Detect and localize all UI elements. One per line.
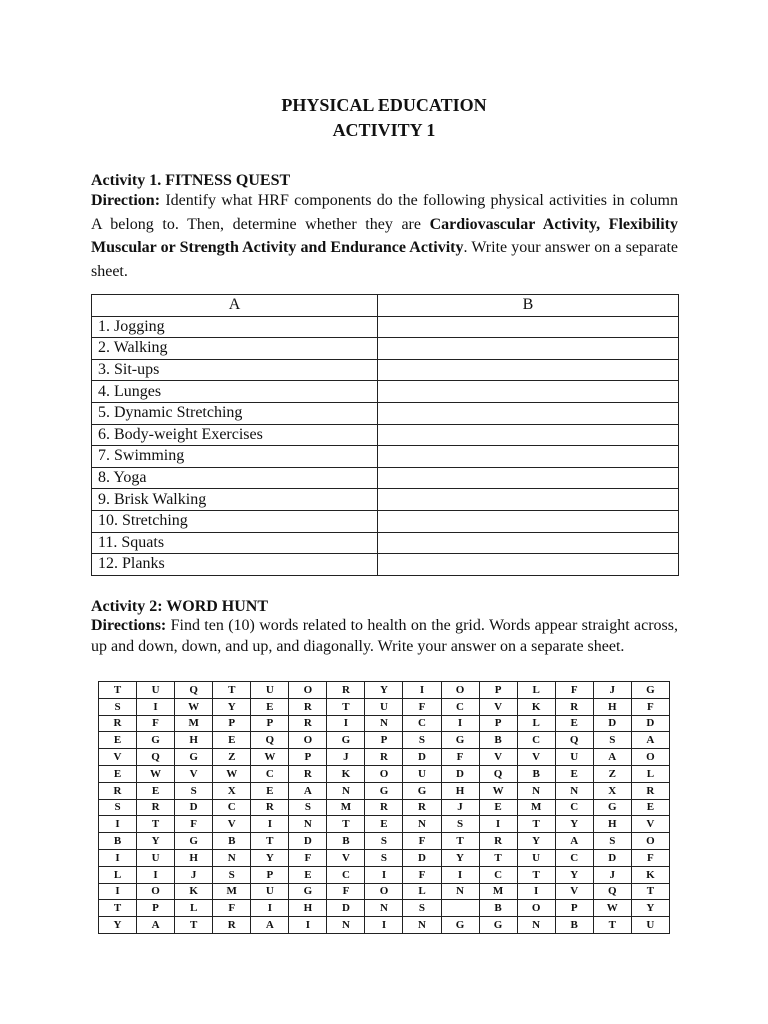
grid-letter: I xyxy=(99,816,137,833)
activity-cell: 9. Brisk Walking xyxy=(92,489,378,511)
grid-letter: O xyxy=(289,732,327,749)
activity1-directions xyxy=(91,189,678,283)
table-row xyxy=(92,338,679,360)
grid-letter: R xyxy=(631,782,669,799)
grid-letter: S xyxy=(365,849,403,866)
grid-letter: S xyxy=(289,799,327,816)
activity2-directions xyxy=(91,615,678,657)
grid-letter: L xyxy=(99,866,137,883)
grid-letter: E xyxy=(555,715,593,732)
grid-letter: W xyxy=(479,782,517,799)
grid-letter: N xyxy=(517,917,555,934)
grid-letter: E xyxy=(137,782,175,799)
grid-letter: W xyxy=(251,749,289,766)
grid-letter: B xyxy=(517,765,555,782)
grid-letter: X xyxy=(213,782,251,799)
grid-row xyxy=(99,833,670,850)
grid-row xyxy=(99,732,670,749)
grid-letter: I xyxy=(251,816,289,833)
activity-cell: 2. Walking xyxy=(92,338,378,360)
grid-letter: G xyxy=(593,799,631,816)
grid-letter: E xyxy=(251,698,289,715)
grid-letter: S xyxy=(99,799,137,816)
grid-letter: N xyxy=(365,715,403,732)
grid-row xyxy=(99,749,670,766)
grid-letter: I xyxy=(479,816,517,833)
grid-letter: I xyxy=(441,866,479,883)
grid-letter: I xyxy=(99,883,137,900)
grid-letter: U xyxy=(517,849,555,866)
grid-letter: G xyxy=(327,732,365,749)
grid-letter: M xyxy=(327,799,365,816)
grid-letter: M xyxy=(479,883,517,900)
word-hunt-rows xyxy=(99,682,670,934)
grid-letter: O xyxy=(441,682,479,699)
grid-letter: G xyxy=(403,782,441,799)
grid-letter: R xyxy=(251,799,289,816)
grid-letter: R xyxy=(99,782,137,799)
grid-letter: N xyxy=(327,917,365,934)
grid-letter: I xyxy=(99,849,137,866)
grid-letter: H xyxy=(593,816,631,833)
grid-letter: K xyxy=(175,883,213,900)
grid-letter: B xyxy=(479,732,517,749)
grid-letter: N xyxy=(327,782,365,799)
grid-letter: E xyxy=(213,732,251,749)
page-subtitle: ACTIVITY 1 xyxy=(332,120,436,140)
grid-letter: W xyxy=(137,765,175,782)
grid-letter: S xyxy=(403,900,441,917)
table-row xyxy=(92,532,679,554)
answer-cell[interactable] xyxy=(378,424,679,446)
grid-letter: H xyxy=(175,849,213,866)
grid-letter: T xyxy=(327,816,365,833)
grid-letter: D xyxy=(403,749,441,766)
grid-letter: L xyxy=(403,883,441,900)
grid-letter: R xyxy=(99,715,137,732)
grid-letter: L xyxy=(631,765,669,782)
grid-letter: U xyxy=(555,749,593,766)
grid-letter: B xyxy=(479,900,517,917)
grid-row xyxy=(99,698,670,715)
grid-letter: B xyxy=(213,833,251,850)
grid-letter: E xyxy=(479,799,517,816)
grid-letter: O xyxy=(137,883,175,900)
grid-letter: D xyxy=(593,715,631,732)
grid-letter: Q xyxy=(593,883,631,900)
grid-letter: O xyxy=(289,682,327,699)
grid-letter: A xyxy=(289,782,327,799)
grid-letter: Y xyxy=(441,849,479,866)
grid-row xyxy=(99,799,670,816)
table-row xyxy=(92,554,679,576)
grid-letter: V xyxy=(479,698,517,715)
grid-letter: T xyxy=(213,682,251,699)
grid-row xyxy=(99,900,670,917)
grid-letter: L xyxy=(517,715,555,732)
grid-letter: F xyxy=(289,849,327,866)
grid-letter: F xyxy=(403,698,441,715)
answer-cell[interactable] xyxy=(378,338,679,360)
table-row xyxy=(92,446,679,468)
grid-letter: M xyxy=(175,715,213,732)
grid-letter: R xyxy=(289,765,327,782)
grid-letter: K xyxy=(517,698,555,715)
grid-letter: G xyxy=(441,732,479,749)
grid-letter: V xyxy=(99,749,137,766)
grid-letter: R xyxy=(365,749,403,766)
grid-letter xyxy=(441,900,479,917)
column-b-header: B xyxy=(378,295,679,317)
grid-letter: L xyxy=(517,682,555,699)
activity-cell: 7. Swimming xyxy=(92,446,378,468)
grid-letter: V xyxy=(517,749,555,766)
grid-letter: B xyxy=(327,833,365,850)
grid-letter: Q xyxy=(137,749,175,766)
answer-cell[interactable] xyxy=(378,510,679,532)
grid-letter: I xyxy=(327,715,365,732)
grid-letter: T xyxy=(175,917,213,934)
grid-letter: E xyxy=(365,816,403,833)
grid-letter: E xyxy=(631,799,669,816)
grid-letter: I xyxy=(137,698,175,715)
grid-letter: S xyxy=(213,866,251,883)
grid-letter: J xyxy=(175,866,213,883)
grid-letter: Y xyxy=(517,833,555,850)
grid-letter: N xyxy=(403,816,441,833)
grid-row xyxy=(99,765,670,782)
grid-letter: T xyxy=(251,833,289,850)
grid-letter: G xyxy=(441,917,479,934)
grid-row xyxy=(99,917,670,934)
grid-letter: T xyxy=(137,816,175,833)
grid-letter: B xyxy=(99,833,137,850)
grid-letter: G xyxy=(175,749,213,766)
grid-letter: Y xyxy=(365,682,403,699)
grid-letter: R xyxy=(365,799,403,816)
grid-letter: F xyxy=(175,816,213,833)
grid-letter: S xyxy=(99,698,137,715)
grid-letter: E xyxy=(251,782,289,799)
grid-letter: J xyxy=(593,866,631,883)
grid-letter: Q xyxy=(479,765,517,782)
grid-letter: F xyxy=(631,698,669,715)
activity2-direction-text: Find ten (10) words related to health on the grid. Words appear straight across, up and down, down, and up, and diagonally. Write your answer on a separate sheet. xyxy=(91,617,678,655)
word-hunt-grid xyxy=(98,681,670,934)
grid-row xyxy=(99,715,670,732)
grid-letter: Y xyxy=(555,816,593,833)
activity-cell: 10. Stretching xyxy=(92,510,378,532)
grid-letter: B xyxy=(555,917,593,934)
grid-letter: I xyxy=(365,917,403,934)
grid-letter: G xyxy=(289,883,327,900)
grid-letter: E xyxy=(99,732,137,749)
grid-letter: U xyxy=(403,765,441,782)
grid-letter: D xyxy=(403,849,441,866)
grid-letter: V xyxy=(479,749,517,766)
grid-letter: T xyxy=(99,900,137,917)
grid-letter: T xyxy=(631,883,669,900)
activity1-direction-text-2: . Write your answer on a separate sheet. xyxy=(91,239,678,280)
grid-letter: Y xyxy=(631,900,669,917)
grid-letter: C xyxy=(479,866,517,883)
activity1-direction-label: Direction: xyxy=(91,192,161,209)
activity-cell: 11. Squats xyxy=(92,532,378,554)
grid-letter: V xyxy=(555,883,593,900)
grid-letter: J xyxy=(327,749,365,766)
activity1-direction-text-1: Identify what HRF components do the following physical activities in column A belong to. Then, determine whether they are xyxy=(91,192,678,233)
grid-letter: C xyxy=(555,849,593,866)
grid-letter: I xyxy=(251,900,289,917)
grid-letter: U xyxy=(251,682,289,699)
grid-letter: A xyxy=(251,917,289,934)
grid-letter: I xyxy=(137,866,175,883)
table-row xyxy=(92,316,679,338)
grid-letter: S xyxy=(175,782,213,799)
grid-letter: T xyxy=(99,682,137,699)
grid-letter: R xyxy=(289,698,327,715)
activity1-direction-bold: Cardiovascular Activity, Flexibility Muscular or Strength Activity and Endurance Activity xyxy=(91,215,679,256)
grid-letter: E xyxy=(289,866,327,883)
table-row xyxy=(92,424,679,446)
answer-cell[interactable] xyxy=(378,532,679,554)
grid-letter: P xyxy=(479,682,517,699)
grid-letter: M xyxy=(517,799,555,816)
grid-letter: M xyxy=(213,883,251,900)
grid-letter: Q xyxy=(175,682,213,699)
grid-letter: R xyxy=(555,698,593,715)
grid-letter: D xyxy=(289,833,327,850)
grid-letter: A xyxy=(631,732,669,749)
grid-letter: V xyxy=(175,765,213,782)
grid-letter: S xyxy=(593,732,631,749)
activity2-heading: Activity 2: WORD HUNT xyxy=(91,598,269,615)
activity-cell: 5. Dynamic Stretching xyxy=(92,402,378,424)
grid-letter: Q xyxy=(555,732,593,749)
grid-letter: Y xyxy=(555,866,593,883)
grid-letter: Q xyxy=(251,732,289,749)
grid-letter: F xyxy=(327,883,365,900)
grid-letter: F xyxy=(631,849,669,866)
grid-letter: H xyxy=(441,782,479,799)
grid-letter: J xyxy=(441,799,479,816)
grid-letter: A xyxy=(593,749,631,766)
grid-letter: C xyxy=(403,715,441,732)
grid-letter: O xyxy=(365,883,403,900)
grid-letter: C xyxy=(441,698,479,715)
table-row xyxy=(92,510,679,532)
grid-letter: L xyxy=(175,900,213,917)
grid-letter: F xyxy=(403,866,441,883)
grid-letter: R xyxy=(327,682,365,699)
grid-letter: A xyxy=(555,833,593,850)
activity-cell: 8. Yoga xyxy=(92,467,378,489)
grid-letter: P xyxy=(251,866,289,883)
grid-letter: D xyxy=(175,799,213,816)
activity-cell: 4. Lunges xyxy=(92,381,378,403)
page-title: PHYSICAL EDUCATION xyxy=(281,95,487,115)
grid-letter: S xyxy=(365,833,403,850)
grid-letter: S xyxy=(593,833,631,850)
grid-letter: Y xyxy=(137,833,175,850)
grid-letter: K xyxy=(631,866,669,883)
activity1-heading: Activity 1. FITNESS QUEST xyxy=(91,172,291,189)
grid-letter: N xyxy=(213,849,251,866)
grid-letter: V xyxy=(213,816,251,833)
grid-letter: C xyxy=(213,799,251,816)
table-header-row xyxy=(92,295,679,317)
table-row xyxy=(92,359,679,381)
grid-letter: N xyxy=(365,900,403,917)
grid-letter: R xyxy=(403,799,441,816)
grid-letter: U xyxy=(365,698,403,715)
answer-cell[interactable] xyxy=(378,554,679,576)
grid-letter: T xyxy=(479,849,517,866)
fitness-quest-rows xyxy=(92,316,679,575)
grid-letter: N xyxy=(441,883,479,900)
grid-letter: K xyxy=(327,765,365,782)
grid-letter: G xyxy=(175,833,213,850)
grid-letter: R xyxy=(213,917,251,934)
grid-letter: T xyxy=(593,917,631,934)
grid-letter: Z xyxy=(213,749,251,766)
answer-cell[interactable] xyxy=(378,467,679,489)
grid-letter: F xyxy=(441,749,479,766)
activity2-direction-label: Directions: xyxy=(91,617,167,634)
grid-letter: C xyxy=(251,765,289,782)
activity-cell: 3. Sit-ups xyxy=(92,359,378,381)
grid-letter: S xyxy=(403,732,441,749)
grid-row xyxy=(99,682,670,699)
grid-letter: P xyxy=(289,749,327,766)
grid-letter: F xyxy=(137,715,175,732)
grid-letter: P xyxy=(479,715,517,732)
grid-letter: R xyxy=(479,833,517,850)
grid-letter: P xyxy=(251,715,289,732)
grid-letter: T xyxy=(327,698,365,715)
grid-letter: J xyxy=(593,682,631,699)
grid-row xyxy=(99,782,670,799)
grid-letter: H xyxy=(593,698,631,715)
grid-letter: F xyxy=(213,900,251,917)
grid-row xyxy=(99,866,670,883)
grid-letter: C xyxy=(327,866,365,883)
grid-letter: U xyxy=(631,917,669,934)
grid-letter: U xyxy=(137,849,175,866)
answer-cell[interactable] xyxy=(378,359,679,381)
grid-letter: W xyxy=(593,900,631,917)
answer-cell[interactable] xyxy=(378,381,679,403)
grid-letter: D xyxy=(593,849,631,866)
grid-letter: R xyxy=(289,715,327,732)
grid-letter: E xyxy=(555,765,593,782)
grid-letter: N xyxy=(517,782,555,799)
grid-letter: G xyxy=(631,682,669,699)
grid-letter: Y xyxy=(251,849,289,866)
grid-letter: I xyxy=(441,715,479,732)
fitness-quest-table xyxy=(91,294,679,576)
grid-letter: N xyxy=(289,816,327,833)
grid-letter: I xyxy=(403,682,441,699)
grid-letter: X xyxy=(593,782,631,799)
grid-letter: O xyxy=(365,765,403,782)
grid-letter: A xyxy=(137,917,175,934)
answer-cell[interactable] xyxy=(378,316,679,338)
answer-cell[interactable] xyxy=(378,402,679,424)
grid-letter: O xyxy=(631,749,669,766)
grid-letter: V xyxy=(327,849,365,866)
grid-letter: C xyxy=(517,732,555,749)
grid-letter: T xyxy=(517,866,555,883)
grid-letter: P xyxy=(555,900,593,917)
table-row xyxy=(92,402,679,424)
grid-row xyxy=(99,849,670,866)
activity-cell: 1. Jogging xyxy=(92,316,378,338)
grid-letter: H xyxy=(175,732,213,749)
grid-letter: Y xyxy=(99,917,137,934)
grid-letter: N xyxy=(555,782,593,799)
grid-letter: F xyxy=(555,682,593,699)
grid-letter: F xyxy=(403,833,441,850)
answer-cell[interactable] xyxy=(378,489,679,511)
grid-letter: W xyxy=(175,698,213,715)
grid-letter: I xyxy=(289,917,327,934)
grid-letter: Z xyxy=(593,765,631,782)
grid-row xyxy=(99,816,670,833)
grid-letter: V xyxy=(631,816,669,833)
grid-letter: E xyxy=(99,765,137,782)
grid-letter: I xyxy=(365,866,403,883)
table-row xyxy=(92,381,679,403)
grid-letter: U xyxy=(137,682,175,699)
grid-letter: P xyxy=(213,715,251,732)
table-row xyxy=(92,467,679,489)
grid-letter: P xyxy=(137,900,175,917)
grid-row xyxy=(99,883,670,900)
grid-letter: G xyxy=(479,917,517,934)
answer-cell[interactable] xyxy=(378,446,679,468)
table-row xyxy=(92,489,679,511)
grid-letter: D xyxy=(441,765,479,782)
grid-letter: R xyxy=(137,799,175,816)
grid-letter: H xyxy=(289,900,327,917)
activity-cell: 6. Body-weight Exercises xyxy=(92,424,378,446)
grid-letter: Y xyxy=(213,698,251,715)
grid-letter: T xyxy=(441,833,479,850)
grid-letter: D xyxy=(327,900,365,917)
grid-letter: U xyxy=(251,883,289,900)
grid-letter: G xyxy=(137,732,175,749)
grid-letter: C xyxy=(555,799,593,816)
grid-letter: O xyxy=(631,833,669,850)
grid-letter: S xyxy=(441,816,479,833)
grid-letter: D xyxy=(631,715,669,732)
grid-letter: O xyxy=(517,900,555,917)
grid-letter: I xyxy=(517,883,555,900)
grid-letter: N xyxy=(403,917,441,934)
column-a-header: A xyxy=(92,295,378,317)
grid-letter: W xyxy=(213,765,251,782)
grid-letter: T xyxy=(517,816,555,833)
grid-letter: P xyxy=(365,732,403,749)
grid-letter: G xyxy=(365,782,403,799)
activity-cell: 12. Planks xyxy=(92,554,378,576)
